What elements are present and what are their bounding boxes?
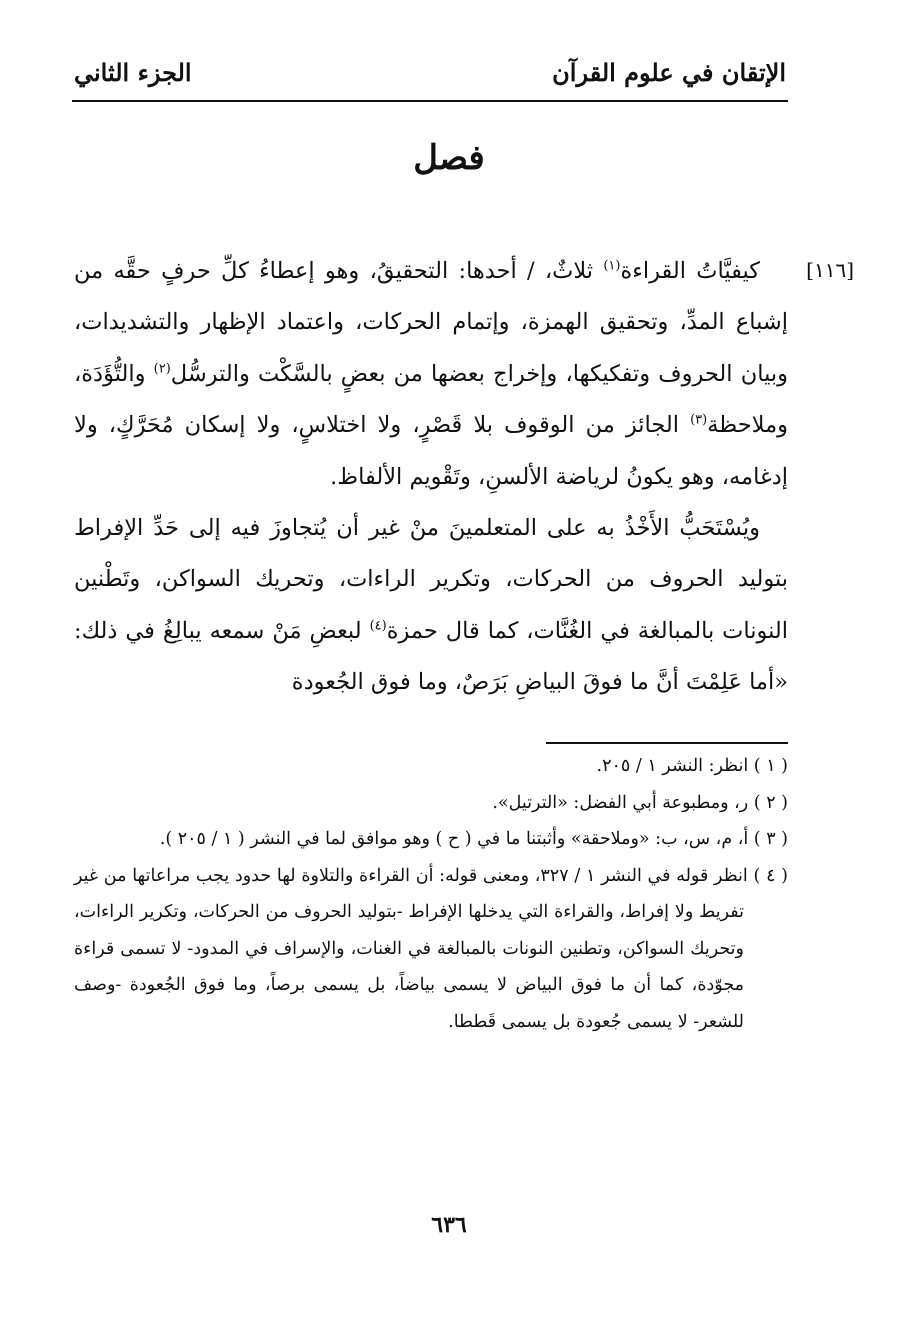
footnotes <box>74 748 788 1040</box>
page-number: ٦٣٦ <box>431 1212 467 1238</box>
footnote-ref-1[interactable]: (١) <box>603 258 621 274</box>
footnote-divider <box>546 742 788 744</box>
main-text <box>74 246 788 709</box>
running-header <box>74 58 786 94</box>
manuscript-reference-marker: [١١٦] <box>806 258 854 282</box>
paragraph-2-part-a: ويُسْتَحَبُّ الأَخْذُ به على المتعلمينَ منْ غير أن يُتجاوزَ فيه إلى حَدِّ الإفراط بتوليد الحروف من الحركات، وتكرير الراءات، وتحريك السواكن، وتَطْنين النونات بالمبالغة في الغُنَّات، كما قال حمزة <box>74 515 788 644</box>
footnote-ref-3[interactable]: (٣) <box>690 412 708 428</box>
footnote-ref-4[interactable]: (٤) <box>369 618 387 634</box>
paragraph-2 <box>74 503 788 709</box>
paragraph-2-part-b: لبعضِ مَنْ سمعه يبالِغُ في ذلك: «أما عَلِمْتَ أنَّ ما فوقَ البياضِ بَرَصٌ، وما فوق الجُعودة <box>74 617 788 696</box>
paragraph-1-part-a: كيفيَّاتُ القراءة <box>620 258 760 284</box>
footnote-3: ( ٣ ) أ، م، س، ب: «وملاحقة» وأثبتنا ما في ( ح ) وهو موافق لما في النشر ( ١ / ٢٠٥ ). <box>159 829 788 849</box>
footnote-4: ( ٤ ) انظر قوله في النشر ١ / ٣٢٧، ومعنى قوله: أن القراءة والتلاوة لها حدود يجب مراعاتها من غير تفريط ولا إفراط، والقراءة التي يدخلها الإفراط -بتوليد الحروف من الحركات، وتكرير الراءات، وتحريك السواكن، وتطنين النونات بالمبالغة في الغنات، والإسراف في المدود- لا تسمى قراءة مجوّدة، كما أن ما فوق البياض لا يسمى بياضاً، بل يسمى برصاً، وما فوق الجُعودة -وصف للشعر- لا يسمى جُعودة بل يسمى قَططا. <box>74 865 789 1032</box>
paragraph-1-part-b: ثلاثٌ، / أحدها: التحقيقُ، وهو إعطاءُ كلِّ حرفٍ حقَّه من إشباع المدِّ، وتحقيق الهمزة، وإتمام الحركات، واعتماد الإظهار والتشديدات، وبيان الحروف وتفكيكها، وإخراج بعضها من بعضٍ بالسَّكْت والترسُّل <box>74 258 788 387</box>
book-title: الإتقان في علوم القرآن <box>552 58 786 87</box>
chapter-heading: فصل <box>413 138 485 178</box>
volume-label: الجزء الثاني <box>74 58 192 87</box>
footnote-2: ( ٢ ) ر، ومطبوعة أبي الفضل: «الترتيل». <box>492 792 788 813</box>
footnote-ref-2[interactable]: (٢) <box>153 361 171 377</box>
paragraph-1-part-d: الجائز من الوقوف بلا قَصْرٍ، ولا اختلاسٍ، ولا إسكان مُحَرَّكٍ، ولا إدغامه، وهو يكونُ لرياضة الألسنِ، وتَقْويم الألفاظ. <box>74 412 788 490</box>
footnote-1: ( ١ ) انظر: النشر ١ / ٢٠٥. <box>596 756 788 776</box>
paragraph-1 <box>74 246 788 503</box>
header-divider <box>72 100 788 102</box>
paragraph-1-part-c: والتُّؤَدَة، وملاحظة <box>74 360 788 439</box>
